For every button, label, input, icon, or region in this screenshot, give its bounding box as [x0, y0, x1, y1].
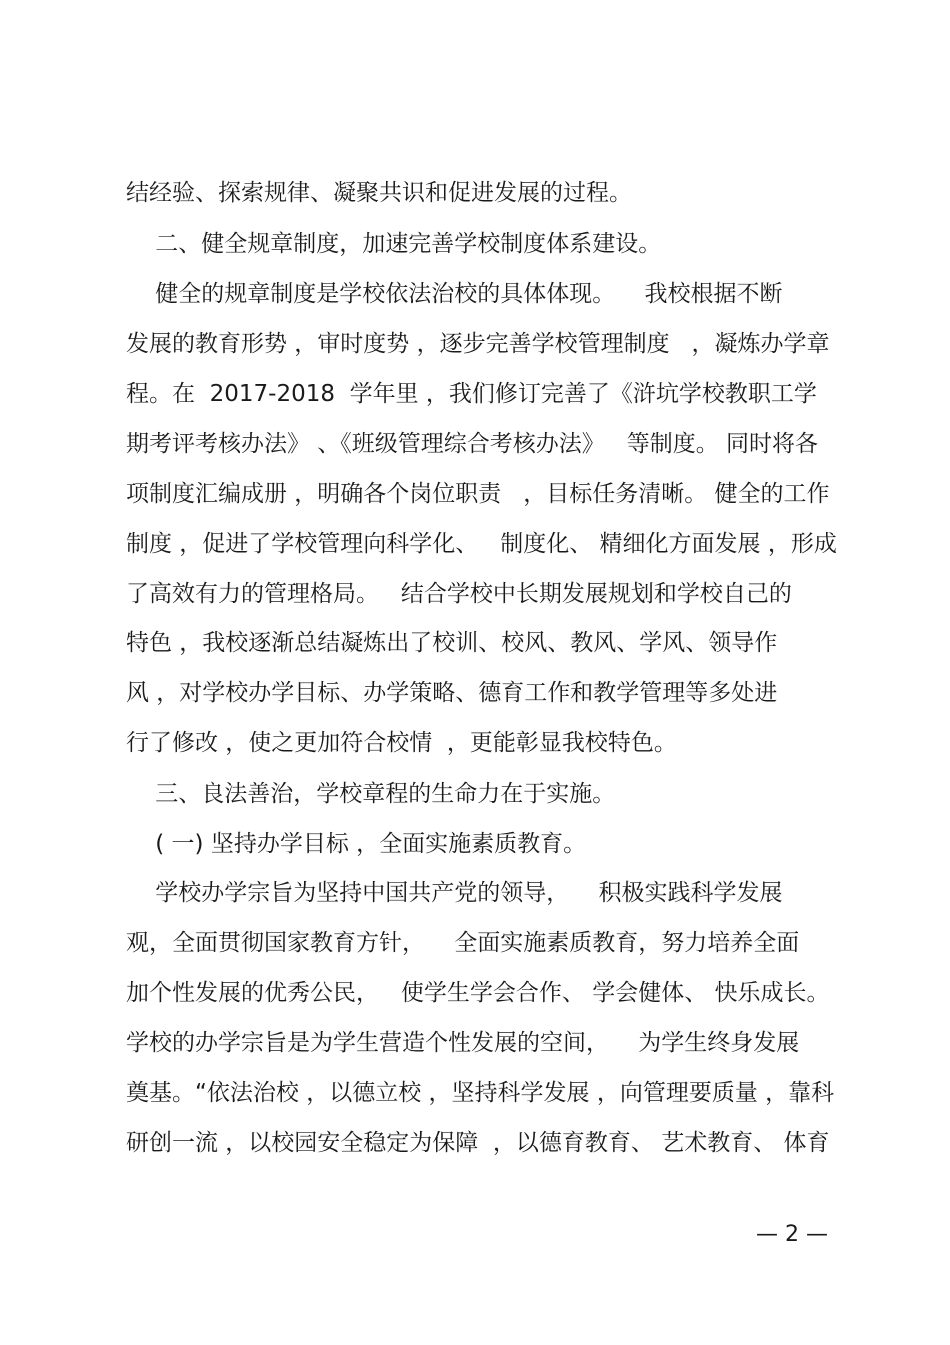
text-line: 制度 ，促进了学校管理向科学化、 制度化、 精细化方面发展 ，形成 [126, 531, 837, 557]
text-line: 学校办学宗旨为坚持中国共产党的领导， 积极实践科学发展 [126, 880, 783, 906]
page-number: — 2 — [756, 1222, 828, 1247]
section-heading: 二、健全规章制度，加速完善学校制度体系建设。 [126, 231, 662, 257]
text-line: 研创一流 ，以校园安全稳定为保障 ，以德育教育、 艺术教育、 体育 [126, 1130, 830, 1156]
text-line: 特色 ，我校逐渐总结凝炼出了校训、校风、教风、学风、领导作 [126, 630, 778, 656]
text-line: 结经验、探索规律、凝聚共识和促进发展的过程。 [126, 180, 632, 206]
subsection-heading: ( 一) 坚持办学目标 ，全面实施素质教育。 [126, 831, 587, 857]
text-line: 期考评考核办法》 、《班级管理综合考核办法》 等制度。 同时将各 [126, 431, 819, 457]
section-heading: 三、良法善治，学校章程的生命力在于实施。 [126, 781, 616, 807]
text-line: 学校的办学宗旨是为学生营造个性发展的空间， 为学生终身发展 [126, 1030, 800, 1056]
text-line: 健全的规章制度是学校依法治校的具体体现。 我校根据不断 [126, 281, 783, 307]
text-line: 风 ，对学校办学目标、办学策略、德育工作和教学管理等多处进 [126, 680, 778, 706]
text-line: 发展的教育形势 ，审时度势 ，逐步完善学校管理制度 ，凝炼办学章 [126, 331, 830, 357]
text-line: 加个性发展的优秀公民， 使学生学会合作、 学会健体、 快乐成长。 [126, 980, 830, 1006]
text-line: 观，全面贯彻国家教育方针， 全面实施素质教育，努力培养全面 [126, 930, 800, 956]
text-line: 项制度汇编成册 ，明确各个岗位职责 ，目标任务清晰。 健全的工作 [126, 481, 830, 507]
text-line: 奠基。“依法治校 ，以德立校 ，坚持科学发展 ，向管理要质量 ，靠科 [126, 1080, 835, 1106]
text-line: 了高效有力的管理格局。 结合学校中长期发展规划和学校自己的 [126, 581, 792, 607]
text-line: 程。在 2017-2018 学年里 ，我们修订完善了《浒坑学校教职工学 [126, 381, 817, 407]
text-line: 行了修改 ，使之更加符合校情 ，更能彰显我校特色。 [126, 730, 677, 756]
